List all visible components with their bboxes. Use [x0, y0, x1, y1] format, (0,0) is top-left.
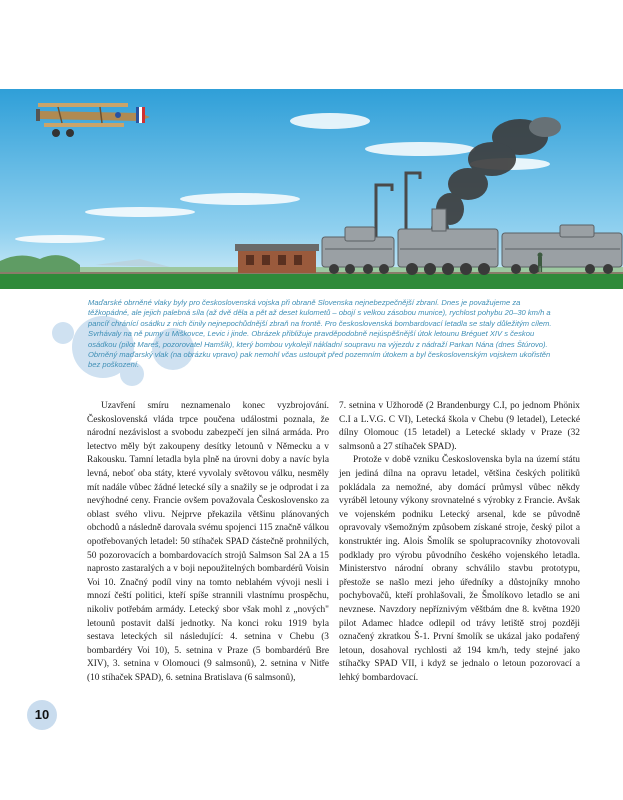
decor-bubble-small: [52, 322, 74, 344]
train-attack-illustration: [0, 89, 623, 289]
text-column-right: [339, 400, 580, 685]
body-paragraph-continued: 7. setnina v Užhorodě (2 Brandenburgy C.I, po jednom Phönix C.I a L.V.G. C VI), Letecká škola v Chebu (9 letadel), Letecké dílny Olomouc (15 letadel) a Letecké sklady v Praze (32 salmsonů a 27 stíhaček SPAD).: [339, 401, 580, 452]
text-column-left: [87, 400, 329, 685]
body-paragraph: Protože v době vzniku Československa byla na území státu jen jediná dílna na opravu letadel, většina českých politiků pokládala za nemožné, aby domácí průmysl vůbec někdy vyráběl letouny výkony srovnatelné s výrobky z Francie. Avšak ve vojenském podniku Letecký arsenal, kde se původně opravovaly všemožným způsobem získané stroje, český pilot a konstruktér ing. Alois Šmolík se spolupracovníky zhotovovali podklady pro výrobu původního českého vojenského letadla. Ministerstvo národní obrany schválilo stavbu prototypu, přestože se našlo mezi jeho úředníky a důstojníky mnoho pochybovačů, kteří prohlašovali, že Šmolíkovo letadlo se ani nevznese. Navzdory nepříznivým věštbám dne 8. května 1920 pilot Adamec hladce odlepil od trávy letiště stroj později označený zkratkou Š-1. První šmolík se ukázal jako podařený letoun, dosahoval rychlosti až 194 km/h, tedy stejné jako stíhačky SPAD VII, i když se jednalo o letoun pozorovací a lehký bombardovací.: [339, 455, 580, 683]
image-caption: Maďarské obrněné vlaky byly pro československá vojska při obraně Slovenska nejnebezpečnější zbraní. Dnes je považujeme za těžkopádné, ale jejich palebná síla (až dvě děla a pět až deset kulometů – obojí s velkou zásobou munice), rychlost pohybu 20–30 km/h a pancíř chránící osádku z nich činily nejnepochůdnější zbraň na frontě. Pro československá bombardovací letadla se staly důležitým cílem. Svrhávaly na ně pumy u Miškovce, Levic i jinde. Obrázek přibližuje pravděpodobně nejúspěšnější útok letounu Bréguet XIV s českou osádkou (pilot Mareš, pozorovatel Hamšík), který bombou vykolejil nákladní soupravu na výjezdu z nádraží Parkan Nána (dnes Štúrovo). Obrněný maďarský vlak (na obrázku vpravo) pak nemohl včas ustoupit před pozemním útokem a byl československým vojskem ukořistěn bez poškození.: [88, 298, 552, 370]
station-building: [235, 244, 319, 273]
body-paragraph: Uzavření smíru neznamenalo konec vyzbrojování. Československá vláda trpce poučena událostmi poznala, že národní nezávislost a svobodu zabezpečí jen silná armáda. Pro letectvo měly být zakoupeny desítky letounů v Německu a v Rakousku. Tamní letadla byla plně na úrovni doby a navíc byla levná, neboť oba státy, které vyvolaly světovou válku, nesměly mít nadále vůbec žádné letecké síly a snažily se je odprodat i za nevýhodné ceny. Francie ovšem považovala Československo za oblast svého vlivu. Nejprve překazila většinu plánovaných obchodů a následně darovala svému spojenci 115 značně válkou opotřebovaných letadel: 50 stíhaček SPAD částečně prohnilých, 50 pozorovacích a bombardovacích strojů Salmson Sal 2A a 15 naprosto zastaralých a v boji nepoužitelných bombardérů Voisin Voi 10. Značný podíl viny na tomto neblahém vývoji nesli i mnozí čeští politici, kteří spíše strannili vlastnímu prospěchu, nikoliv potřebám armády. Letecký sbor však mohl z „nových" letounů postavit další jednotky. Na konci roku 1919 byla sestava leteckých sil následující: 4. setnina v Chebu (3 bombardéry Voi 10), 5. setnina v Praze (5 bombardérů Bre XIV), 3. setnina v Olomouci (9 salmsonů), 2. setnina v Nitře (10 stíhaček SPAD), 6. setnina Bratislava (6 salmsonů),: [87, 401, 329, 683]
page-number: 10: [27, 700, 57, 730]
